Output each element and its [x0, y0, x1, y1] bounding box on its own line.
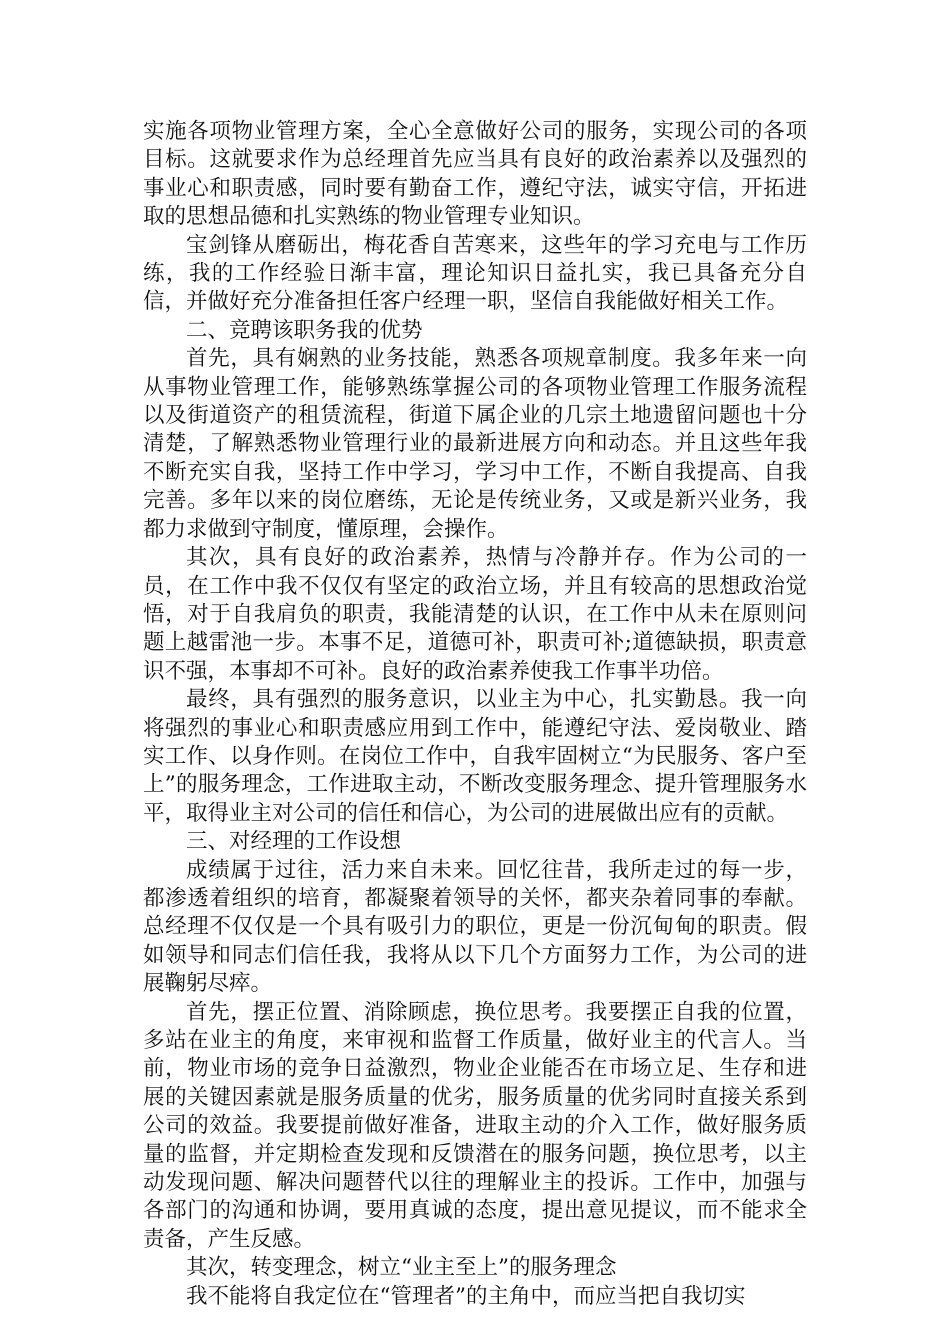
paragraph-confidence: 宝剑锋从磨砺出，梅花香自苦寒来，这些年的学习充电与工作历练，我的工作经验日渐丰富，理论知识日益扎实，我已具备充分自信，并做好充分准备担任客户经理一职，坚信自我能做好相关工作。: [143, 232, 807, 315]
section-heading-advantages: 二、竞聘该职务我的优势: [186, 317, 423, 343]
paragraph-advantage-political: 其次，具有良好的政治素养，热情与冷静并存。作为公司的一员，在工作中我不仅仅有坚定的政治立场，并且有较高的思想政治觉悟，对于自我肩负的职责，我能清楚的认识，在工作中从未在原则问题上越雷池一步。本事不足，道德可补，职责可补;道德缺损，职责意识不强，本事却不可补。良好的政治素养使我工作事半功倍。: [143, 545, 807, 684]
document-body: [143, 118, 807, 1311]
paragraph-advantage-skills: 首先，具有娴熟的业务技能，熟悉各项规章制度。我多年来一向从事物业管理工作，能够熟练掌握公司的各项物业管理工作服务流程以及街道资产的租赁流程，街道下属企业的几宗土地遗留问题也十分清楚，了解熟悉物业管理行业的最新进展方向和动态。并且这些年我不断充实自我，坚持工作中学习，学习中工作，不断自我提高、自我完善。多年以来的岗位磨练，无论是传统业务，又或是新兴业务，我都力求做到守制度，懂原理，会操作。: [143, 346, 807, 542]
section-heading-plans: 三、对经理的工作设想: [186, 829, 402, 855]
paragraph-intro-continuation: 实施各项物业管理方案，全心全意做好公司的服务，实现公司的各项目标。这就要求作为总经理首先应当具有良好的政治素养以及强烈的事业心和职责感，同时要有勤奋工作，遵纪守法，诚实守信，开拓进取的思想品德和扎实熟练的物业管理专业知识。: [143, 119, 807, 230]
paragraph-plans-intro: 成绩属于过往，活力来自未来。回忆往昔，我所走过的每一步，都渗透着组织的培育，都凝聚着领导的关怀，都夹杂着同事的奉献。总经理不仅仅是一个具有吸引力的职位，更是一份沉甸甸的职责。假如领导和同志们信任我，我将从以下几个方面努力工作，为公司的进展鞠躬尽瘁。: [143, 857, 807, 997]
paragraph-plan-position: 首先，摆正位置、消除顾虑，换位思考。我要摆正自我的位置，多站在业主的角度，来审视和监督工作质量，做好业主的代言人。当前，物业市场的竞争日益激烈，物业企业能否在市场立足、生存和进展的关键因素就是服务质量的优劣，服务质量的优劣同时直接关系到公司的效益。我要提前做好准备，进取主动的介入工作，做好服务质量的监督，并定期检查发现和反馈潜在的服务问题，换位思考，以主动发现问题、解决问题替代以往的理解业主的投诉。工作中，加强与各部门的沟通和协调，要用真诚的态度，提出意见提议，而不能求全责备，产生反感。: [143, 999, 807, 1252]
paragraph-service-concept: 我不能将自我定位在“管理者”的主角中，而应当把自我切实: [186, 1283, 746, 1309]
subheading-service-concept: 其次，转变理念，树立“业主至上”的服务理念: [186, 1255, 617, 1281]
paragraph-advantage-service: 最终，具有强烈的服务意识，以业主为中心，扎实勤恳。我一向将强烈的事业心和职责感应用到工作中，能遵纪守法、爱岗敬业、踏实工作、以身作则。在岗位工作中，自我牢固树立“为民服务、客户至上”的服务理念，工作进取主动，不断改变服务理念、提升管理服务水平，取得业主对公司的信任和信心，为公司的进展做出应有的贡献。: [143, 687, 807, 826]
